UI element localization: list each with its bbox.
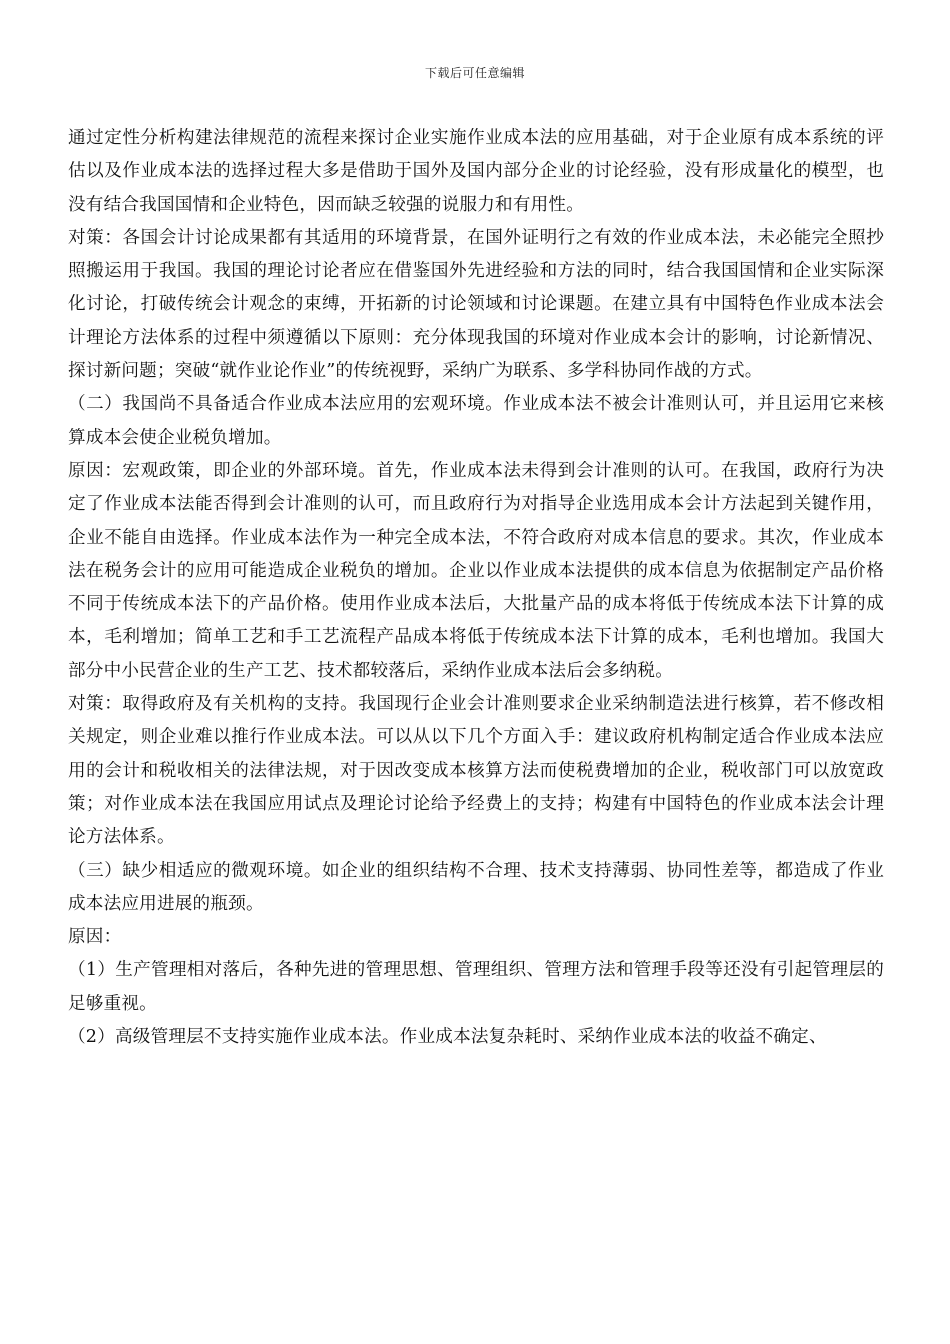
paragraph-reason-3-item-1: （1）生产管理相对落后，各种先进的管理思想、管理组织、管理方法和管理手段等还没有引起管理层的足够重视。 bbox=[68, 960, 884, 1014]
paragraph-reason-2: 原因：宏观政策，即企业的外部环境。首先，作业成本法未得到会计准则的认可。在我国，政府行为决定了作业成本法能否得到会计准则的认可，而且政府行为对指导企业选用成本会计方法起到关键作用，企业不能自由选择。作业成本法作为一种完全成本法，不符合政府对成本信息的要求。其次，作业成本法在税务会计的应用可能造成企业税负的增加。企业以作业成本法提供的成本信息为依据制定产品价格不同于传统成本法下的产品价格。使用作业成本法后，大批量产品的成本将低于传统成本法下计算的成本，毛利增加；简单工艺和手工艺流程产品成本将低于传统成本法下计算的成本，毛利也增加。我国大部分中小民营企业的生产工艺、技术都较落后，采纳作业成本法后会多纳税。 bbox=[68, 460, 884, 681]
paragraph-section-2-heading: （二）我国尚不具备适合作业成本法应用的宏观环境。作业成本法不被会计准则认可，并且运用它来核算成本会使企业税负增加。 bbox=[68, 394, 884, 448]
page-header: 下载后可任意编辑 bbox=[424, 66, 525, 80]
paragraph-countermeasure-1: 对策：各国会计讨论成果都有其适用的环境背景，在国外证明行之有效的作业成本法，未必能完全照抄照搬运用于我国。我国的理论讨论者应在借鉴国外先进经验和方法的同时，结合我国国情和企业实际深化讨论，打破传统会计观念的束缚，开拓新的讨论领域和讨论课题。在建立具有中国特色作业成本法会计理论方法体系的过程中须遵循以下原则：充分体现我国的环境对作业成本会计的影响，讨论新情况、探讨新问题；突破“就作业论作业”的传统视野，采纳广为联系、多学科协同作战的方式。 bbox=[68, 227, 884, 382]
paragraph-section-3-heading: （三）缺少相适应的微观环境。如企业的组织结构不合理、技术支持薄弱、协同性差等，都造成了作业成本法应用进展的瓶颈。 bbox=[68, 860, 884, 914]
paragraph-countermeasure-2: 对策：取得政府及有关机构的支持。我国现行企业会计准则要求企业采纳制造法进行核算，若不修改相关规定，则企业难以推行作业成本法。可以从以下几个方面入手：建议政府机构制定适合作业成本法应用的会计和税收相关的法律法规，对于因改变成本核算方法而使税费增加的企业，税收部门可以放宽政策；对作业成本法在我国应用试点及理论讨论给予经费上的支持；构建有中国特色的作业成本法会计理论方法体系。 bbox=[68, 694, 884, 848]
paragraph-intro-analysis: 通过定性分析构建法律规范的流程来探讨企业实施作业成本法的应用基础，对于企业原有成本系统的评估以及作业成本法的选择过程大多是借助于国外及国内部分企业的讨论经验，没有形成量化的模型，也没有结合我国国情和企业特色，因而缺乏较强的说服力和有用性。 bbox=[68, 128, 884, 215]
paragraph-reason-3-item-2: （2）高级管理层不支持实施作业成本法。作业成本法复杂耗时、采纳作业成本法的收益不确定、 bbox=[68, 1027, 827, 1048]
document-body bbox=[68, 122, 884, 1054]
paragraph-reason-3-label: 原因： bbox=[68, 927, 122, 948]
